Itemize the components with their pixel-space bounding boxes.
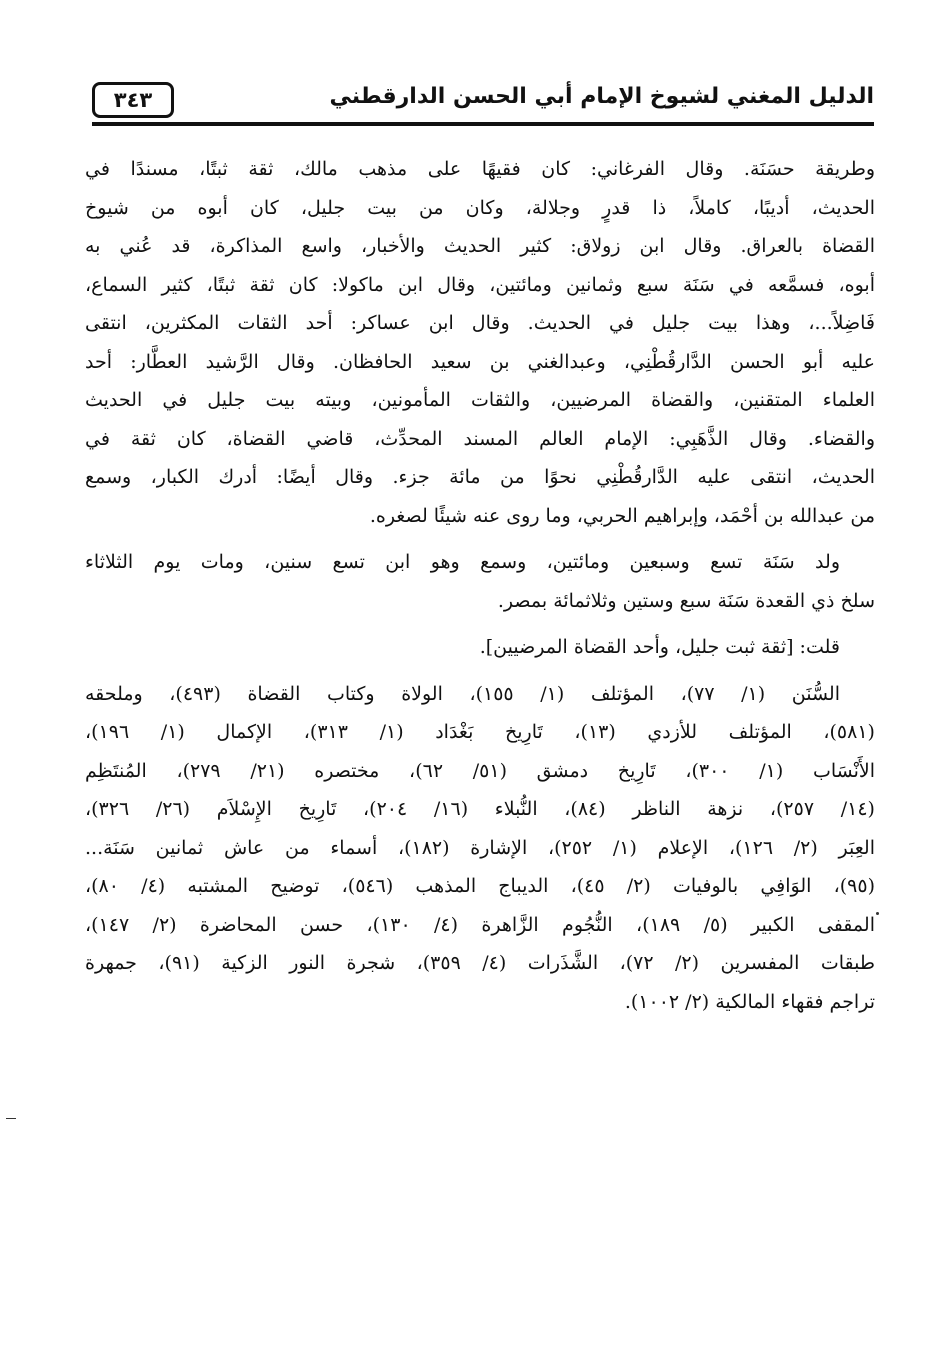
- biography-paragraph: [85, 150, 875, 535]
- margin-mark: [6, 1118, 16, 1119]
- text-line: طبقات المفسرين (٢/ ٧٢)، الشَّذَرات (٤/ ٣٥٩)، شجرة النور الزكية (٩١)، جمهرة: [85, 952, 875, 974]
- text-line: سلخ ذي القعدة سَنَة سبع وستين وثلاثمائة بمصر.: [497, 589, 875, 612]
- text-line: (٩٥)، الوَافِي بالوفيات (٢/ ٤٥)، الديباج المذهب (٥٤٦)، توضيح المشتبه (٤/ ٨٠)،: [85, 875, 875, 897]
- text-line: (٥٨١)، المؤتلف للأزدي (١٣)، تَارِيخ بَغْدَاد (١/ ٣١٣)، الإكمال (١/ ١٩٦)،: [85, 721, 875, 743]
- text-line: والقضاء. وقال الذَّهَبِي: الإمام العالم المسند المحدِّث، قاضي القضاة، كان ثقة في: [85, 427, 875, 450]
- birth-death-paragraph: [85, 543, 875, 620]
- running-title: الدليل المغني لشيوخ الإمام أبي الحسن الدارقطني: [329, 84, 874, 109]
- header-rule: [92, 122, 874, 126]
- text-line: وطريقة حسَنَة. وقال الفرغاني: كان فقيهًا على مذهب مالك، ثقة ثبتًا، مسندًا في: [85, 158, 875, 180]
- sources-paragraph: [85, 675, 875, 1022]
- page-header: [92, 78, 874, 128]
- verdict-paragraph: [85, 628, 875, 667]
- text-line: الحديث، انتقى عليه الدَّارقُطْنِي نحوًا من مائة جزء. وقال أيضًا: أدرك الكبار، وسمع: [85, 466, 875, 488]
- text-line: الأَنْسَاب (١/ ٣٠٠)، تَارِيخ دمشق (٥١/ ٦٢)، مختصره (٢١/ ٢٧٩)، المُنتَظِم: [85, 759, 875, 782]
- text-line: الحديث، أديبًا، كاملاً، ذا قدرٍ وجلالة، وكان من بيت جليل، كان أبوه من شيوخ: [85, 196, 875, 219]
- text-line: العِبَر (٢/ ١٢٦)، الإعلام (١/ ٢٥٢)، الإشارة (١٨٢)، أسماء من عاش ثمانين سَنَة...: [85, 836, 875, 859]
- text-line: عليه أبو الحسن الدَّارقُطْنِي، وعبدالغني بن سعيد الحافظان. وقال الرَّشيد العطَّار: أحد: [85, 350, 875, 373]
- text-line: فَاضِلاً...، وهذا بيت جليل في الحديث. وقال ابن عساكر: أحد الثقات المكثرين، انتقى: [85, 312, 875, 334]
- text-line: السُّنَن (١/ ٧٧)، المؤتلف (١/ ١٥٥)، الولاة وكتاب القضاة (٤٩٣)، وملحقه: [85, 682, 840, 705]
- text-line: (١٤/ ٢٥٧)، نزهة الناظر (٨٤)، النُّبلاء (١٦/ ٢٠٤)، تَارِيخ الإِسْلاَم (٢٦/ ٣٢٦)،: [85, 798, 875, 820]
- margin-dot: [876, 912, 879, 915]
- text-line: قلت: [ثقة ثبت جليل، وأحد القضاة المرضيين].: [479, 636, 840, 658]
- text-line: القضاة بالعراق. وقال ابن زولاق: كثير الحديث والأخبار، واسع المذاكرة، قد عُني به: [85, 235, 875, 257]
- text-line: المقفى الكبير (٥/ ١٨٩)، النُّجُوم الزَّاهرة (٤/ ١٣٠)، حسن المحاضرة (٢/ ١٤٧)،: [85, 913, 875, 936]
- text-line: من عبدالله بن أحْمَد، وإبراهيم الحربي، وما روى عنه شيئًا لصغره.: [369, 504, 875, 527]
- text-line: العلماء المتقنين، والقضاة المرضيين، والثقات المأمونين، وبيته بيت جليل في الحديث: [85, 389, 875, 411]
- text-line: ولد سَنَة تسع وسبعين ومائتين، وسمع وهو ابن تسع سنين، ومات يوم الثلاثاء: [85, 551, 840, 573]
- text-line: تراجم فقهاء المالكية (٢/ ١٠٠٢).: [624, 990, 875, 1013]
- page-number: ٣٤٣: [92, 82, 174, 118]
- page-body: [85, 150, 875, 1029]
- text-line: أبوه، فسمَّعه في سَنَة سبع وثمانين ومائتين، وقال ابن ماكولا: كان ثقة ثبتًا، كثير السماع،: [85, 273, 875, 296]
